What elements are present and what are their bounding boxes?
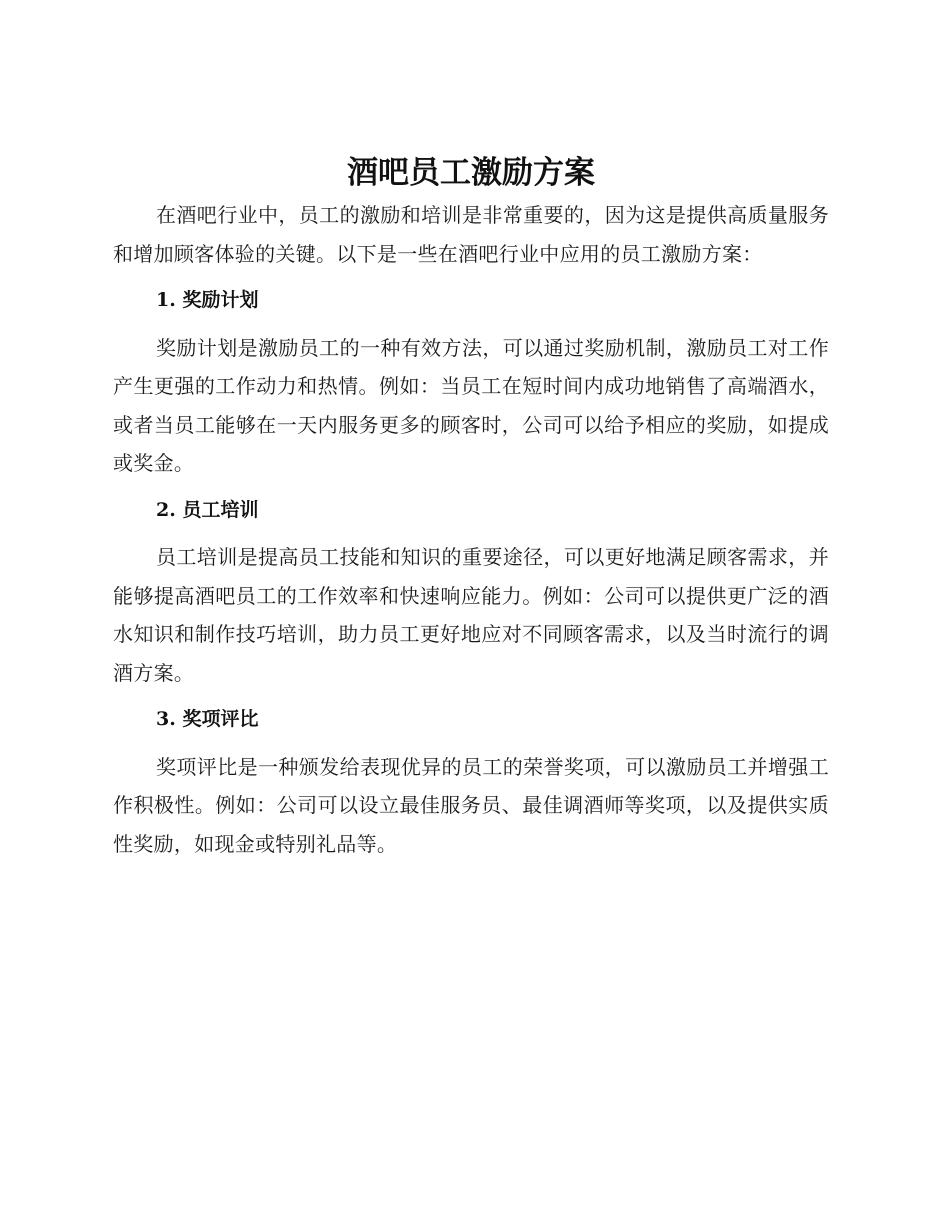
section-heading-award-selection: 3. 奖项评比	[156, 708, 259, 730]
section-body-reward-plan: 奖励计划是激励员工的一种有效方法，可以通过奖励机制，激励员工对工作产生更强的工作动力和热情。例如：当员工在短时间内成功地销售了高端酒水，或者当员工能够在一天内服务更多的顾客时，公司可以给予相应的奖励，如提成或奖金。	[113, 335, 829, 475]
spacer	[113, 320, 829, 329]
spacer	[113, 529, 829, 538]
document-page	[113, 150, 829, 863]
section-body-staff-training: 员工培训是提高员工技能和知识的重要途径，可以更好地满足顾客需求，并能够提高酒吧员工的工作效率和快速响应能力。例如：公司可以提供更广泛的酒水知识和制作技巧培训，助力员工更好地应对不同顾客需求，以及当时流行的调酒方案。	[113, 545, 829, 685]
spacer	[113, 483, 829, 491]
section-heading-reward-plan: 1. 奖励计划	[156, 289, 259, 311]
section-heading-staff-training: 2. 员工培训	[156, 498, 259, 521]
spacer	[113, 739, 829, 748]
intro-paragraph: 在酒吧行业中，员工的激励和培训是非常重要的，因为这是提供高质量服务和增加顾客体验的关键。以下是一些在酒吧行业中应用的员工激励方案：	[113, 203, 829, 266]
section-body-award-selection: 奖项评比是一种颁发给表现优异的员工的荣誉奖项，可以激励员工并增强工作积极性。例如：公司可以设立最佳服务员、最佳调酒师等奖项，以及提供实质性奖励，如现金或特别礼品等。	[113, 754, 829, 856]
document-title: 酒吧员工激励方案	[347, 155, 595, 191]
spacer	[113, 692, 829, 700]
spacer	[113, 273, 829, 281]
